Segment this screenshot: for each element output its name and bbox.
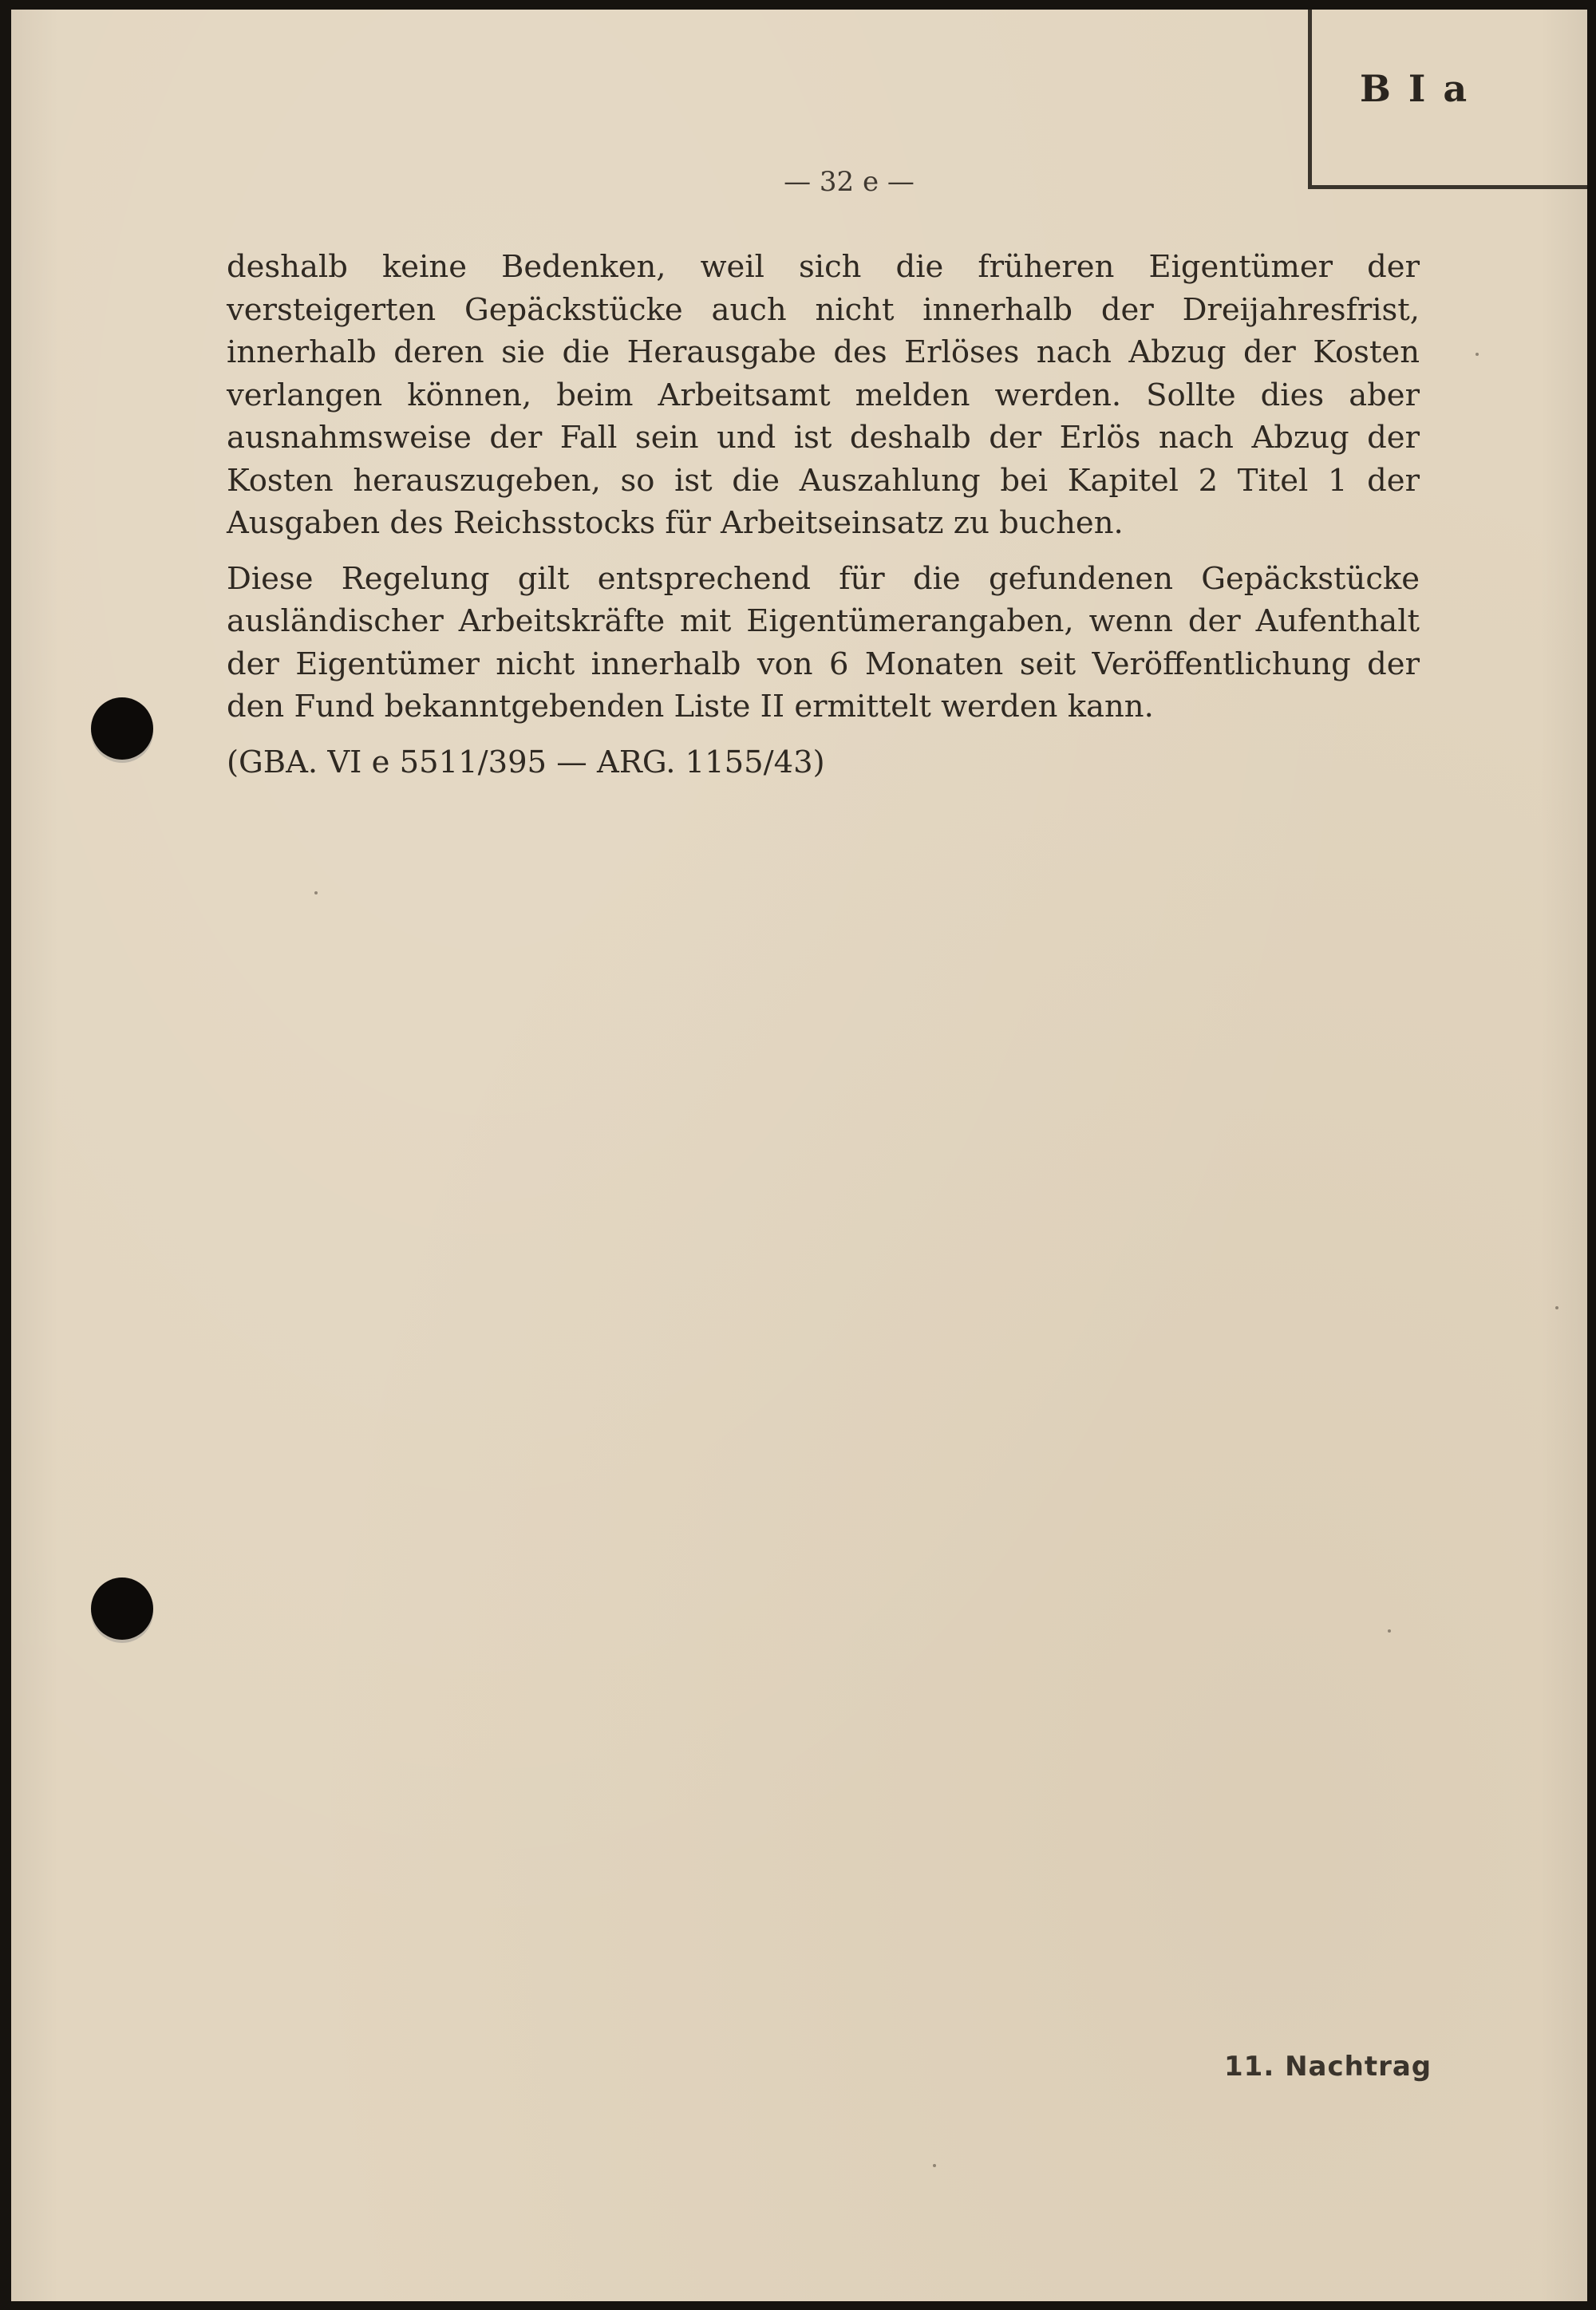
paper-speck [314, 891, 318, 894]
section-label: B I a [1360, 67, 1470, 110]
page-number: — 32 e — [784, 166, 915, 198]
paper-speck [1388, 1629, 1391, 1633]
punch-hole-top [91, 697, 153, 760]
paper-speck [1476, 353, 1479, 356]
paper-speck [1555, 1306, 1558, 1309]
paragraph-2: Diese Regelung gilt entsprechend für die gefundenen Gepäckstücke ausländischer Arbeitskräfte mit Eigentümerangaben, wenn der Aufenthalt der Eigentümer nicht innerhalb von 6 Monaten seit Veröffentlichung der den Fund bekanntgebenden Liste II ermittelt werden kann. [227, 560, 1420, 725]
body-text [227, 246, 1420, 784]
punch-hole-bottom [91, 1578, 153, 1640]
document-page [11, 10, 1587, 2301]
paper-speck [933, 2164, 936, 2167]
reference-line: (GBA. VI e 5511/395 — ARG. 1155/43) [227, 744, 825, 780]
supplement-label: 11. Nachtrag [1224, 2051, 1432, 2083]
paragraph-1: deshalb keine Bedenken, weil sich die früheren Eigentümer der versteigerten Gepäckstücke auch nicht innerhalb der Dreijahresfrist, innerhalb deren sie die Herausgabe des Erlöses nach Abzug der Kosten verlangen können, beim Arbeitsamt melden werden. Sollte dies aber ausnahmsweise der Fall sein und ist deshalb der Erlös nach Abzug der Kosten herauszugeben, so ist die Auszahlung bei Kapitel 2 Titel 1 der Ausgaben des Reichsstocks für Arbeitseinsatz zu buchen. [227, 249, 1420, 541]
section-box [1308, 10, 1587, 189]
